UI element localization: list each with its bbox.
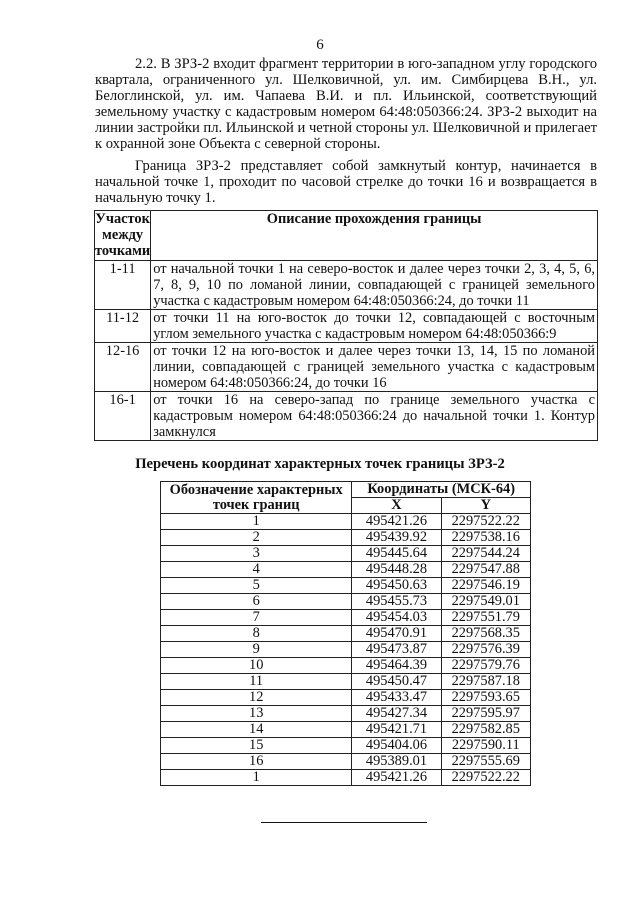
coord-x-cell: 495404.06: [352, 738, 441, 754]
coords-table-row: [161, 738, 531, 754]
coords-table-row: [161, 530, 531, 546]
coord-x-cell: 495421.26: [352, 514, 441, 530]
coords-table-row: [161, 642, 531, 658]
header-coordinates: Координаты (МСК-64): [352, 482, 531, 498]
segment-cell: 16-1: [95, 392, 151, 441]
border-description-table: [94, 210, 598, 441]
border-table-row: [95, 392, 598, 441]
point-cell: 6: [161, 594, 352, 610]
coords-table-row: [161, 658, 531, 674]
point-cell: 9: [161, 642, 352, 658]
coord-y-cell: 2297551.79: [441, 610, 530, 626]
coord-x-cell: 495433.47: [352, 690, 441, 706]
coords-table-row: [161, 754, 531, 770]
coords-table-row: [161, 626, 531, 642]
point-cell: 3: [161, 546, 352, 562]
description-cell: от точки 11 на юго-восток до точки 12, совпадающей с восточным углом земельного участка с кадастровым номером 64:48:050366:9: [151, 310, 598, 343]
segment-cell: 1-11: [95, 261, 151, 310]
coords-table-row: [161, 594, 531, 610]
coordinates-title: Перечень координат характерных точек границы ЗРЗ-2: [135, 456, 505, 472]
coord-x-cell: 495421.26: [352, 770, 441, 786]
point-cell: 13: [161, 706, 352, 722]
coords-table-row: [161, 770, 531, 786]
coords-table-row: [161, 514, 531, 530]
coord-y-cell: 2297546.19: [441, 578, 530, 594]
segment-cell: 12-16: [95, 343, 151, 392]
description-cell: от точки 12 на юго-восток и далее через точки 13, 14, 15 по ломаной линии, совпадающей с границей земельного участка с кадастровым номером 64:48:050366:24, до точки 16: [151, 343, 598, 392]
coord-y-cell: 2297538.16: [441, 530, 530, 546]
coord-x-cell: 495448.28: [352, 562, 441, 578]
coord-x-cell: 495450.63: [352, 578, 441, 594]
description-cell: от начальной точки 1 на северо-восток и далее через точки 2, 3, 4, 5, 6, 7, 8, 9, 10 по ломаной линии, совпадающей с границей земельного участка с кадастровым номером 64:48:050366:24, до точки 11: [151, 261, 598, 310]
coord-y-cell: 2297549.01: [441, 594, 530, 610]
header-description: Описание прохождения границы: [151, 211, 598, 261]
point-cell: 15: [161, 738, 352, 754]
paragraph-border-contour: Граница ЗРЗ-2 представляет собой замкнутый контур, начинается в начальной точке 1, проходит по часовой стрелке до точки 16 и возвращается в начальную точку 1.: [95, 158, 597, 206]
coord-x-cell: 495454.03: [352, 610, 441, 626]
coords-table-row: [161, 674, 531, 690]
header-segment: Участок между точками: [95, 211, 151, 259]
border-table-row: [95, 261, 598, 310]
coord-y-cell: 2297522.22: [441, 770, 530, 786]
border-table-header-row: [95, 211, 598, 261]
point-cell: 1: [161, 514, 352, 530]
coord-y-cell: 2297587.18: [441, 674, 530, 690]
coord-x-cell: 495427.34: [352, 706, 441, 722]
coords-table-row: [161, 706, 531, 722]
coords-table-row: [161, 722, 531, 738]
coord-y-cell: 2297522.22: [441, 514, 530, 530]
coord-x-cell: 495464.39: [352, 658, 441, 674]
point-cell: 7: [161, 610, 352, 626]
page-number: 6: [316, 37, 324, 53]
coords-table-row: [161, 610, 531, 626]
coord-x-cell: 495445.64: [352, 546, 441, 562]
segment-cell: 11-12: [95, 310, 151, 343]
coord-x-cell: 495470.91: [352, 626, 441, 642]
coordinates-table: [160, 481, 531, 786]
description-cell: от точки 16 на северо-запад по границе земельного участка с кадастровым номером 64:48:050366:24 до начальной точки 1. Контур замкнулся: [151, 392, 598, 441]
coords-table-row: [161, 546, 531, 562]
paragraph-zone-description: 2.2. В ЗРЗ-2 входит фрагмент территории в юго-западном углу городского квартала, ограниченного ул. Шелковичной, ул. им. Симбирцева В.Н., ул. Белоглинской, ул. им. Чапаева В.И. и пл. Ильинской, соответствующий земельному участку с кадастровым номером 64:48:050366:24. ЗРЗ-2 выходит на линии застройки пл. Ильинской и четной стороны ул. Шелковичной и прилегает к охранной зоне Объекта с северной стороны.: [95, 56, 597, 152]
header-y: Y: [441, 498, 530, 514]
coord-y-cell: 2297582.85: [441, 722, 530, 738]
point-cell: 10: [161, 658, 352, 674]
coord-y-cell: 2297547.88: [441, 562, 530, 578]
point-cell: 11: [161, 674, 352, 690]
coord-y-cell: 2297595.97: [441, 706, 530, 722]
coord-y-cell: 2297544.24: [441, 546, 530, 562]
point-cell: 16: [161, 754, 352, 770]
header-x: X: [352, 498, 441, 514]
signature-line: [261, 822, 427, 823]
coord-x-cell: 495450.47: [352, 674, 441, 690]
header-point-name: Обозначение характерных точек границ: [161, 482, 352, 514]
coord-y-cell: 2297590.11: [441, 738, 530, 754]
border-table-row: [95, 343, 598, 392]
point-cell: 1: [161, 770, 352, 786]
point-cell: 2: [161, 530, 352, 546]
point-cell: 4: [161, 562, 352, 578]
point-cell: 5: [161, 578, 352, 594]
coords-table-row: [161, 578, 531, 594]
point-cell: 14: [161, 722, 352, 738]
coord-x-cell: 495473.87: [352, 642, 441, 658]
coord-x-cell: 495389.01: [352, 754, 441, 770]
coord-x-cell: 495421.71: [352, 722, 441, 738]
coord-y-cell: 2297555.69: [441, 754, 530, 770]
coord-y-cell: 2297568.35: [441, 626, 530, 642]
coords-table-row: [161, 690, 531, 706]
border-table-row: [95, 310, 598, 343]
coord-y-cell: 2297576.39: [441, 642, 530, 658]
point-cell: 8: [161, 626, 352, 642]
coord-y-cell: 2297579.76: [441, 658, 530, 674]
coord-x-cell: 495439.92: [352, 530, 441, 546]
coords-table-row: [161, 562, 531, 578]
point-cell: 12: [161, 690, 352, 706]
coord-x-cell: 495455.73: [352, 594, 441, 610]
coords-header-row-1: [161, 482, 531, 498]
coord-y-cell: 2297593.65: [441, 690, 530, 706]
